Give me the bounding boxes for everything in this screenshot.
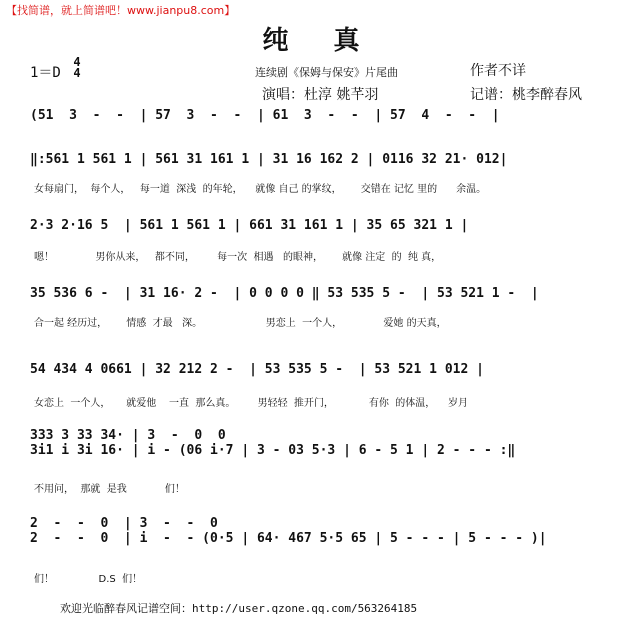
score-row-3-lyrics: 嗯！ 男你从来， 都不同， 每一次 相遇 的眼神， 就像 注定 的 纯 真， (34, 252, 442, 263)
score-row-7-lyrics: 们！ D.S 们！ (34, 574, 143, 585)
score-row-1-notes: (51 3 - - | 57 3 - - | 61 3 - - | 57 4 - - | (30, 108, 500, 123)
score-row-6-notes: 333 3 33 34· | 3 - 0 0 3i1 i 3i 16· | i - (06 i·7 | 3 - 03 5·3 | 6 - 5 1 | 2 - - - :‖ (30, 428, 516, 458)
score-row-2-lyrics: 女每扇门， 每个人， 每一道 深浅 的年轮， 就像 自己 的掌纹， 交错在 记忆 里的 余温。 (34, 184, 487, 195)
performers: 演唱：杜淳 姚芊羽 (262, 87, 379, 103)
footer-link[interactable]: 欢迎光临醉春风记谱空间：http://user.qzone.qq.com/563264185 (60, 602, 418, 615)
score-row-4-notes: 35 536 6 - | 31 16· 2 - | 0 0 0 0 ‖ 53 535 5 - | 53 521 1 - | (30, 286, 539, 301)
score-row-5-lyrics: 女恋上 一个人， 就爱他 一直 那么真。 男轻轻 推开门， 有你 的体温， 岁月 (34, 398, 468, 409)
score-row-4-lyrics: 合一起 经历过， 情感 才最 深。 男恋上 一个人， 爱她 的天真， (34, 318, 447, 329)
transcriber: 记谱：桃李醉春风 (470, 87, 582, 103)
score-row-2-notes: ‖:561 1 561 1 | 561 31 161 1 | 31 16 162 2 | 0116 32 21· 012| (30, 152, 508, 167)
song-title: 纯 真 (262, 26, 378, 56)
score-row-6-lyrics: 不用问， 那就 是我 们！ (34, 484, 185, 495)
score-row-7-notes: 2 - - 0 | 3 - - 0 2 - - 0 | i - - (0·5 | 64· 467 5·5 65 | 5 - - - | 5 - - - )| (30, 516, 547, 546)
time-signature-bottom: 4 (73, 66, 81, 80)
score-row-5-notes: 54 434 4 0661 | 32 212 2 - | 53 535 5 - | 53 521 1 012 | (30, 362, 484, 377)
site-banner-link[interactable]: 【找简谱，就上简谱吧！www.jianpu8.com】 (6, 4, 236, 17)
key-signature: 1＝D (30, 65, 61, 81)
time-signature-top: 4 (73, 55, 81, 69)
composer: 作者不详 (470, 63, 526, 79)
time-signature (70, 57, 84, 79)
song-source: 连续剧《保姆与保安》片尾曲 (255, 66, 398, 79)
score-row-3-notes: 2·3 2·16 5 | 561 1 561 1 | 661 31 161 1 | 35 65 321 1 | (30, 218, 469, 233)
